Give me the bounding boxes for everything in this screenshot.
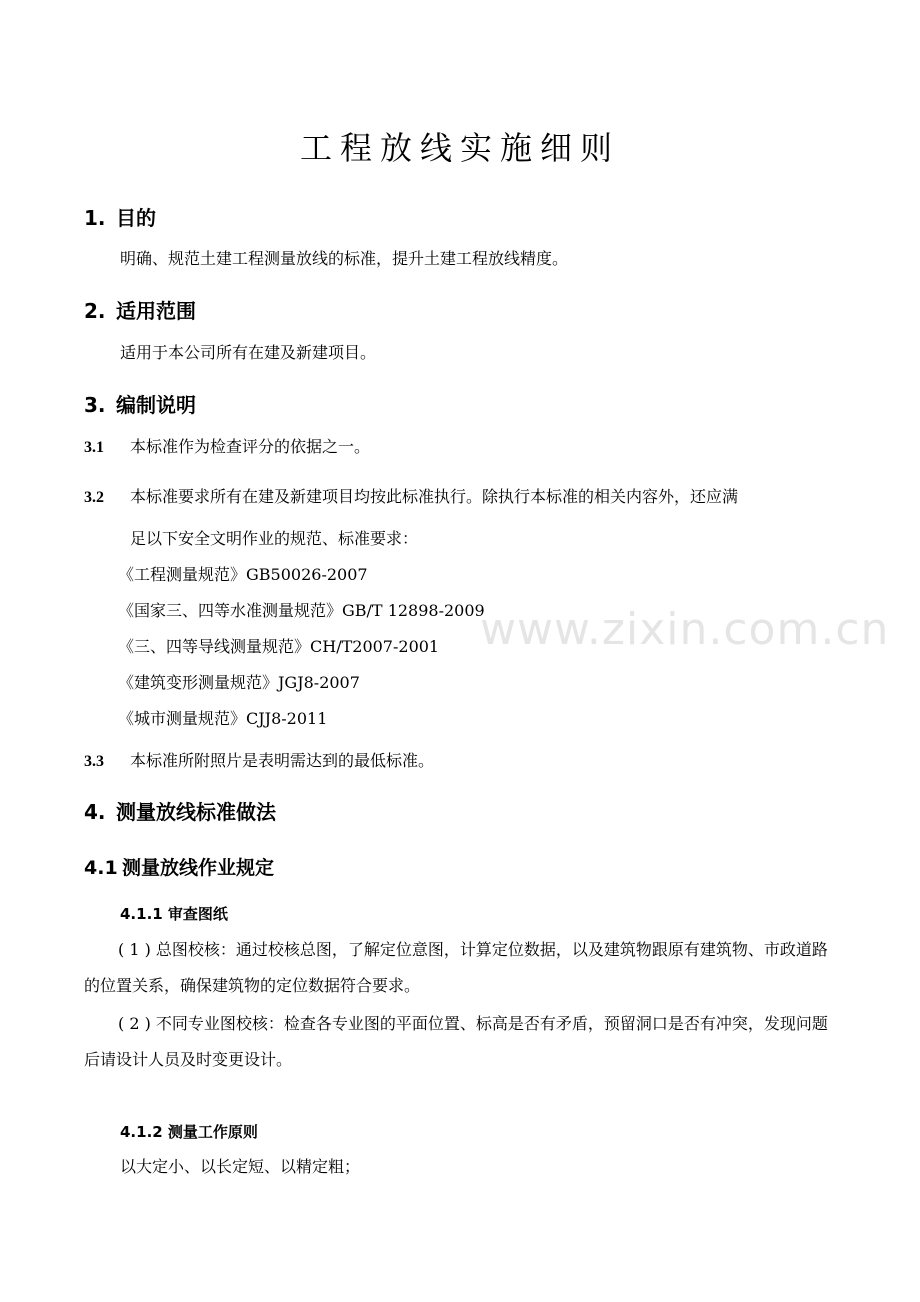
section-2-body: 适用于本公司所有在建及新建项目。 [120,343,377,362]
paragraph-survey-principle: 以大定小、以长定短、以精定粗； [120,1157,361,1176]
subsection-title: 测量放线作业规定 [122,857,275,879]
section-title: 测量放线标准做法 [116,800,276,824]
subsection-4-1-2-heading: 4.1.2 测量工作原则 [120,1123,258,1141]
paragraph-total-plan-check: ( 1 ) 总图校核：通过校核总图，了解定位意图，计算定位数据，以及建筑物跟原有建筑物、市政道路的位置关系，确保建筑物的定位数据符合要求。 [84,940,828,995]
section-number: 3. [84,393,106,417]
section-title: 目的 [116,206,156,230]
section-4-heading [84,797,276,827]
reference-item: 《国家三、四等水准测量规范》GB/T 12898-2009 [118,601,485,620]
clause-text: 本标准要求所有在建及新建项目均按此标准执行。除执行本标准的相关内容外，还应满 [130,487,739,506]
reference-item: 《建筑变形测量规范》JGJ8-2007 [118,673,360,692]
subsection-4-1-heading [84,854,274,882]
subsection-number: 4.1 [84,857,118,879]
clause-3-2 [84,484,738,511]
clause-number: 3.3 [84,753,104,770]
reference-item: 《城市测量规范》CJJ8-2011 [118,709,328,728]
section-title: 适用范围 [116,299,196,323]
section-number: 2. [84,299,106,323]
clause-text: 本标准作为检查评分的依据之一。 [130,437,371,456]
section-number: 4. [84,800,106,824]
paragraph-discipline-check: ( 2 ) 不同专业图校核：检查各专业图的平面位置、标高是否有矛盾，预留洞口是否有冲突，发现问题后请设计人员及时变更设计。 [84,1014,828,1069]
document-title: 工程放线实施细则 [299,129,620,167]
subsection-4-1-1-heading: 4.1.1 审查图纸 [120,905,228,923]
reference-item: 《三、四等导线测量规范》CH/T2007-2001 [118,637,440,656]
clause-number: 3.1 [84,439,104,456]
section-3-heading [84,390,196,420]
section-2-heading [84,296,196,326]
clause-3-2-continuation: 足以下安全文明作业的规范、标准要求： [130,529,419,548]
clause-number: 3.2 [84,489,104,506]
section-title: 编制说明 [116,393,196,417]
watermark: www.zixin.com.cn [480,604,890,655]
clause-3-3 [84,748,434,775]
section-1-heading [84,203,156,233]
reference-item: 《工程测量规范》GB50026-2007 [118,565,368,584]
clause-text: 本标准所附照片是表明需达到的最低标准。 [130,751,435,770]
clause-3-1 [84,434,370,461]
section-number: 1. [84,206,106,230]
section-1-body: 明确、规范土建工程测量放线的标准，提升土建工程放线精度。 [120,249,569,268]
